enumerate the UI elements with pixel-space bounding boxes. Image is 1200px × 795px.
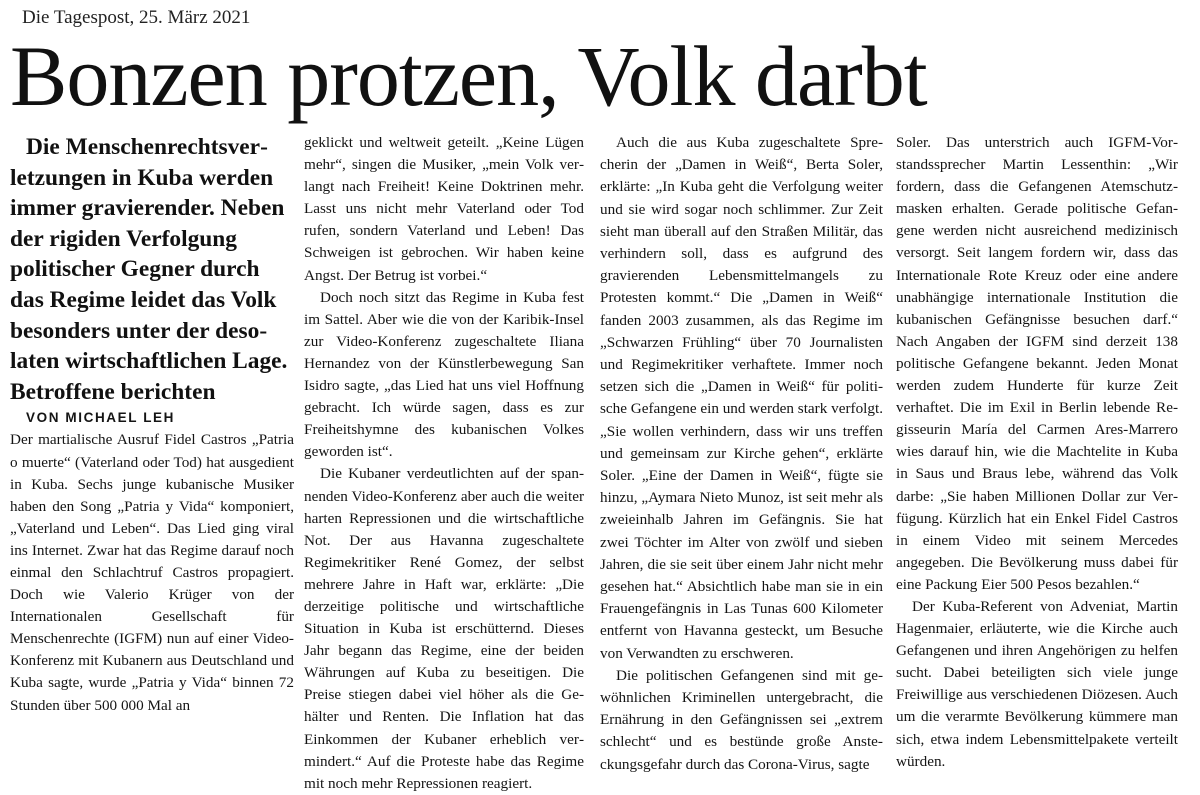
article-headline: Bonzen protzen, Volk darbt	[10, 28, 927, 124]
article-column-4	[896, 132, 1178, 773]
body-paragraph: Soler. Das unterstrich auch IGFM-Vorstandssprecher Martin Lessenthin: „Wir fordern, dass die Gefangenen Atemschutzmasken erhalten. Gerade politische Gefangene werden nicht ausreichend medizinisch versorgt. Seit langem fordern wir, dass das Internationale Rote Kreuz oder eine andere unabhängige internationale Institution die kubanischen Gefängnisse besuchen darf.“ Nach Angaben der IGFM sind derzeit 138 politische Gefangene bekannt. Jeden Monat werden zudem Hunderte für kurze Zeit verhaftet. Die im Exil in Berlin lebende Regisseurin María del Carmen Ares-Marrero wies darauf hin, wie die Machtelite in Kuba in Saus und Braus lebe, während das Volk darbe: „Sie haben Millionen Dollar zur Verfügung. Kürzlich hat ein Enkel Fidel Castros in einem Video mit seinem Mercedes angegeben. Die Bevölkerung muss dabei für eine Packung Eier 500 Pesos bezahlen.“	[896, 134, 1178, 593]
author-byline: VON MICHAEL LEH	[26, 410, 176, 426]
newspaper-source-date: Die Tagespost, 25. März 2021	[22, 7, 251, 28]
body-paragraph: Auch die aus Kuba zugeschaltete Sprecherin der „Damen in Weiß“, Berta Soler, erklärte: „In Kuba geht die Verfolgung weiter und sie wird sogar noch schlimmer. Zur Zeit sieht man überall auf den Straßen Militär, das verhindern soll, dass es aufgrund des gravierenden Lebensmittelmangels zu Protesten kommt.“ Die „Damen in Weiß“ fanden 2003 zusammen, als das Regime im „Schwarzen Frühling“ über 70 Journalisten und Regimekritiker verhaftete. Immer noch setzen sich die „Damen in Weiß“ für politische Gefangene ein und werden stark verfolgt. „Sie wollen verhindern, dass wir uns treffen und gemeinsam zur Kirche gehen“, erklärte Soler. „Eine der Damen in Weiß“, fügte sie hinzu, „Aymara Nieto Munoz, ist seit mehr als zweieinhalb Jahren im Gefängnis. Sie hat zwei Töchter im Alter von zwölf und sieben Jahren, die sie seit über einem Jahr nicht mehr gesehen hat.“ Absichtlich habe man sie in ein Frauengefängnis in Las Tunas 600 Kilometer entfernt von Havanna gesteckt, um Besuche von Verwandten zu erschweren.	[600, 134, 883, 662]
body-paragraph: Der Kuba-Referent von Adveniat, Martin Hagenmaier, erläuterte, wie die Kirche auch Gefangenen und ihren Angehörigen zu helfen sucht. Dabei beteiligten sich viele junge Freiwillige aus verschiedenen Diözesen. Auch um die verarmte Bevölkerung kümmere man sich, etwa indem Lebensmittelpakete verteilt würden.	[896, 597, 1178, 770]
body-paragraph: Doch noch sitzt das Regime in Kuba fest im Sattel. Aber wie die von der Karibik-Insel zur Video-Konferenz zugeschaltete Iliana Hernandez von der Künstlerbewegung San Isidro sagte, „das Lied hat uns viel Hoffnung gebracht. Ich würde sagen, dass es zur Freiheitshymne des kubanischen Volkes geworden ist“.	[304, 288, 584, 461]
article-teaser: Die Menschenrechtsverletzungen in Kuba werden immer gravierender. Neben der rigiden Verfolgung politischer Gegner durch das Regime leidet das Volk besonders unter der desolaten wirtschaftlichen Lage. Betroffene berichten	[10, 134, 288, 405]
body-paragraph: geklickt und weltweit geteilt. „Keine Lügen mehr“, singen die Musiker, „mein Volk verlangt nach Freiheit! Keine Doktrinen mehr. Lasst uns nicht mehr Vaterland oder Tod rufen, sondern Vaterland und Leben! Das Schweigen ist gebrochen. Wir haben keine Angst. Der Betrug ist vorbei.“	[304, 134, 584, 284]
body-paragraph: Der martialische Ausruf Fidel Castros „Patria o muerte“ (Vaterland oder Tod) hat ausgedient in Kuba. Sechs junge kubanische Musiker haben den Song „Patria y Vida“ komponiert, „Vaterland und Leben“. Das Lied ging viral ins Internet. Zwar hat das Regime darauf noch einmal den Schlachtruf Castros propagiert. Doch wie Valerio Krüger von der Internationalen Gesellschaft für Menschenrechte (IGFM) nun auf einer Video-Konferenz mit Kubanern aus Deutschland und Kuba sagte, wurde „Patria y Vida“ binnen 72 Stunden über 500 000 Mal an	[10, 431, 294, 714]
article-column-3	[600, 132, 883, 776]
article-column-1	[10, 132, 294, 717]
body-paragraph: Die Kubaner verdeutlichten auf der spannenden Video-Konferenz aber auch die weiter harten Repressionen und die wirtschaftliche Not. Der aus Havanna zugeschaltete Regimekritiker René Gomez, der selbst mehrere Jahre in Haft war, erklärte: „Die derzeitige politische und wirtschaftliche Situation in Kuba ist erschütternd. Dieses Jahr begann das Regime, eine der beiden Währungen auf Kuba zu beseitigen. Die Preise stiegen dabei viel höher als die Gehälter und Renten. Die Inflation hat das Einkommen der Kubaner erheblich vermindert.“ Auf die Proteste habe das Regime mit noch mehr Repressionen reagiert.	[304, 465, 584, 792]
article-column-2	[304, 132, 584, 795]
body-paragraph: Die politischen Gefangenen sind mit gewöhnlichen Kriminellen untergebracht, die Ernährung in den Gefängnissen sei „extrem schlecht“ und es bestünde große Ansteckungsgefahr durch das Corona-Virus, sagte	[600, 666, 883, 773]
